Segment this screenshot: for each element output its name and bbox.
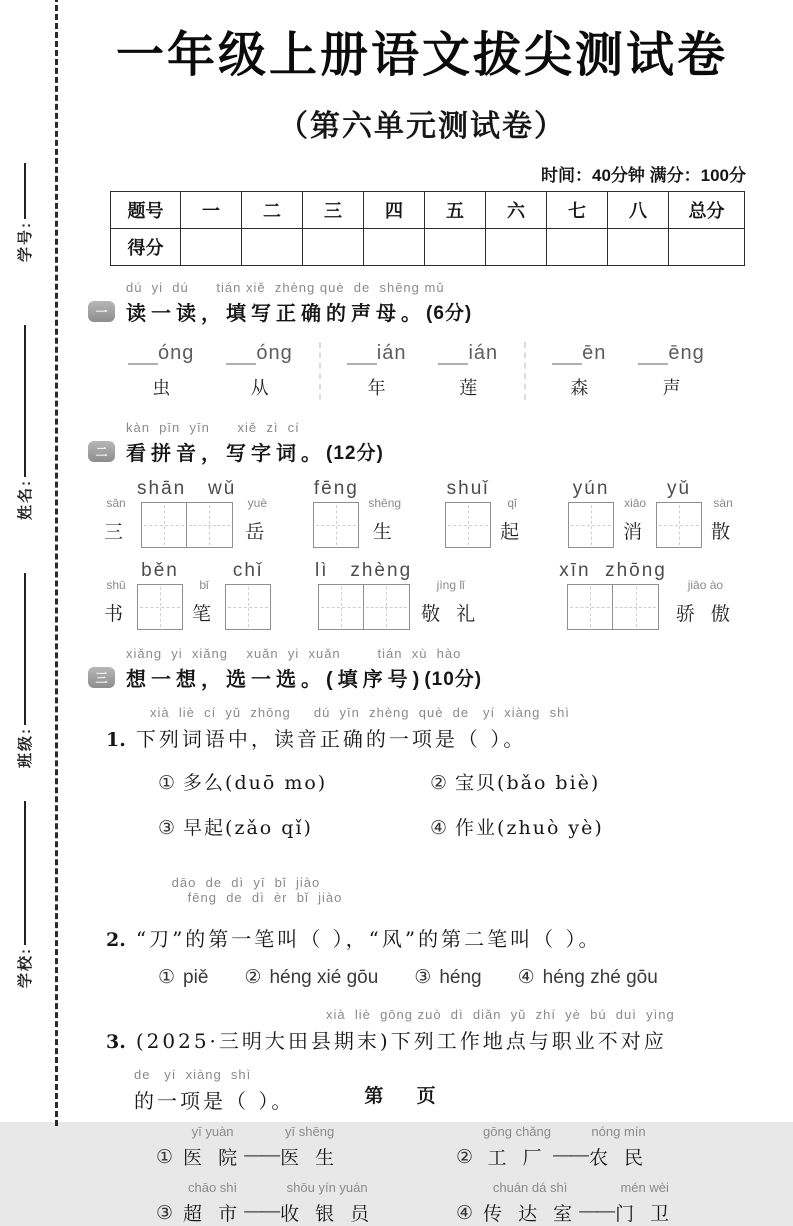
q2-row [104,478,756,548]
choice-option [430,813,756,840]
margin-field-blank-line [24,573,26,725]
side-label-hanzi: 消 [623,521,648,543]
q1-answer-slot [128,342,194,365]
tianzige-boxes [137,584,183,630]
connector-dash: —— [244,1145,279,1166]
term-pinyin: mén wèi [620,1180,669,1195]
score-table-header-cell: 六 [486,192,547,229]
section-two-icon: 二 [88,441,115,462]
pinyin-final: ián [468,342,499,364]
tianzige-box [225,584,271,630]
pinyin-final: ián [376,342,407,364]
score-entry-cell [547,229,608,266]
score-table [110,191,745,266]
choice-option [414,966,481,989]
score-entry-cell [364,229,425,266]
q2-side-label [711,496,735,544]
term-hanzi: 医 院 [183,1147,243,1169]
paper-content [88,0,756,1225]
side-label-hanzi: 敬 礼 [421,603,481,625]
tianzige-box [318,584,364,630]
circled-number: ② [244,966,262,988]
sub2-question [106,923,756,952]
grid-pinyin: xīn zhōng [559,560,667,581]
section-one-icon: 一 [88,301,115,322]
q1-item [552,342,606,400]
option-text: héng zhé gōu [542,967,658,988]
score-entry-cell [425,229,486,266]
q2-side-label [623,496,647,544]
side-label-pinyin: shū [106,578,126,592]
choice-option [456,1124,756,1170]
sub3-text-part1: 下列工作地点与职业不对应 [390,1029,667,1053]
character-hint: 从 [250,378,269,399]
q1-item [638,342,704,400]
grid-pinyin: yǔ [667,478,692,499]
q1-answer-slot [226,342,292,365]
tianzige-boxes [445,502,491,548]
q1-score: (6分) [426,303,473,324]
side-label-hanzi: 生 [372,521,397,543]
circled-number: ② [430,772,448,794]
q2-header [88,437,756,466]
connector-dash: —— [244,1201,279,1222]
q1-answer-slot [638,342,704,365]
circled-number: ③ [156,1202,174,1224]
q2-row [104,560,756,630]
q2-write-grid [315,560,412,630]
circled-number: ③ [414,966,432,988]
sub2-pinyin-seg2: fēng de dì èr bǐ jiào [187,890,343,905]
score-table-header-cell: 总分 [669,192,745,229]
sub1-number: 1. [106,729,126,751]
paper-title: 一年级上册语文拔尖测试卷 [115,29,728,82]
side-label-pinyin: sàn [713,496,733,510]
grid-pinyin: fēng [313,478,359,499]
choice-option [430,768,756,795]
character-hint: 莲 [459,378,478,399]
choice-option [518,966,658,989]
margin-field-label: 姓名: [17,479,34,520]
score-row-label: 得分 [111,229,181,266]
option-text: piě [183,967,209,988]
q1-item [347,342,407,400]
side-label-hanzi: 书 [104,603,129,625]
term-hanzi: 农 民 [589,1147,649,1169]
q2-side-label [368,496,401,544]
term-pinyin: gōng chǎng [483,1124,551,1139]
q1-item [438,342,498,400]
option-text: 早起(zǎo qǐ) [183,817,313,839]
option-text: 宝贝(bǎo biè) [455,772,601,794]
q2-write-grid [137,560,183,630]
grid-pinyin: lì zhèng [315,560,413,581]
q1-answer-slot [438,342,498,365]
job-term [615,1180,674,1226]
q3-header [88,663,756,692]
sub2-pinyin [88,860,756,920]
job-term [589,1124,648,1170]
score-table-header-cell: 四 [364,192,425,229]
choice-option [456,1180,756,1226]
side-label-hanzi: 散 [711,521,736,543]
cut-dashed-line [55,0,58,1126]
side-label-pinyin: qǐ [507,496,517,510]
tianzige-boxes [568,502,614,548]
q2-score: (12分) [326,443,384,464]
tianzige-box [137,584,183,630]
side-label-hanzi: 岳 [245,521,270,543]
margin-field-blank-line [24,163,26,219]
circled-number: ④ [517,966,535,988]
term-pinyin: yī yuàn [191,1124,234,1139]
q2-write-grid [445,478,491,548]
term-hanzi: 工 厂 [487,1147,547,1169]
character-hint: 森 [570,378,589,399]
paper-subtitle: （第六单元测试卷） [278,110,566,143]
q2-title: 看拼音，写字词。 [126,443,326,465]
term-hanzi: 超 市 [183,1203,243,1225]
grid-pinyin: shuǐ [446,478,490,499]
margin-field-blank-line [24,801,26,945]
job-term [280,1124,339,1170]
side-label-pinyin: xiāo [624,496,647,510]
sub1-text: 下列词语中，读音正确的一项是（ ）。 [135,727,527,751]
initial-blank-line [438,343,468,365]
tianzige-box [613,584,659,630]
q1-answer-slot [347,342,407,365]
margin-field-label: 班级: [17,727,34,768]
option-text: 多么(duō mo) [183,772,328,794]
option-text: héng xié gōu [269,967,379,988]
choice-option [156,1180,456,1226]
initial-blank-line [347,343,377,365]
side-label-pinyin: jiāo ào [687,578,724,592]
score-entry-cell [608,229,669,266]
choice-option [158,813,430,840]
choice-option [244,966,378,989]
option-text: 作业(zhuò yè) [455,817,604,839]
choice-option [156,1124,456,1170]
sub2-number: 2. [106,929,126,951]
grid-pinyin: yún [572,478,610,499]
sub3-pinyin-line2: de yí xiàng shì [134,1067,252,1082]
score-entry-cell [303,229,364,266]
margin-field-blank-line [24,325,26,477]
term-hanzi: 门 卫 [615,1203,675,1225]
q1-title: 读一读，填写正确的声母。 [126,303,426,325]
q1-group [102,342,321,400]
side-label-pinyin: sān [106,496,126,510]
tianzige-box [568,502,614,548]
sub1-pinyin: xià liè cí yǔ zhōng dú yīn zhèng què de yí xiàng shì [150,705,570,720]
tianzige-boxes [225,584,271,630]
tianzige-box [187,502,233,548]
side-label-hanzi: 起 [500,521,525,543]
circled-number: ② [456,1146,474,1168]
q3-pinyin: xiǎng yi xiǎng xuǎn yi xuǎn tián xù hào [126,646,462,661]
q2-write-grid [313,478,359,548]
q2-side-label [676,578,735,626]
place-term [183,1180,242,1226]
pinyin-final: ēng [668,342,705,364]
grid-pinyin: shān wǔ [137,478,237,499]
pinyin-final: ēn [582,342,607,364]
tianzige-boxes [318,584,410,630]
q1-group [526,342,731,400]
q1-item [226,342,292,400]
connector-dash: —— [579,1201,614,1222]
q2-side-label [245,496,269,544]
term-pinyin: shōu yín yuán [286,1180,368,1195]
sub3-number: 3. [106,1031,126,1053]
page-number-label: 第 页 [364,1086,450,1107]
place-term [483,1124,551,1170]
term-pinyin: chuán dá shì [492,1180,568,1195]
pinyin-final: óng [158,342,195,364]
q3-title: 想一想，选一选。(填序号) [126,669,425,691]
side-label-hanzi: 笔 [192,603,217,625]
sub1-question [106,723,756,752]
margin-field-2 [14,308,35,520]
q2-pinyin: kàn pīn yīn xiě zì cí [126,420,300,435]
sub2-pinyin-seg1: dāo de dì yī bǐ jiào [171,875,321,890]
margin-field-3 [14,565,35,768]
tianzige-box [364,584,410,630]
term-pinyin: nóng mín [591,1124,646,1139]
side-label-pinyin: jìng lǐ [436,578,465,592]
pinyin-final: óng [256,342,293,364]
circled-number: ① [156,1146,174,1168]
q1-pinyin: dú yi dú tián xiě zhèng què de shēng mǔ [126,280,445,295]
score-table-header-cell: 三 [303,192,364,229]
score-table-header-cell: 七 [547,192,608,229]
sub3-pinyin-line1: xià liè gōng zuò dì diǎn yǔ zhí yè bú duì yìng [326,1007,675,1022]
q2-items [88,478,756,630]
character-hint: 虫 [152,378,171,399]
place-term [483,1180,577,1226]
score-entry-cell [486,229,547,266]
score-table-score-row [111,229,745,266]
score-table-header-cell: 五 [425,192,486,229]
q1-header [88,297,756,326]
score-table-header-cell: 二 [242,192,303,229]
q2-side-label [104,496,128,544]
term-hanzi: 传 达 室 [483,1203,578,1225]
side-label-pinyin: yuè [247,496,268,510]
choice-option [158,768,430,795]
choice-option [158,966,208,989]
initial-blank-line [638,343,668,365]
margin-field-label: 学号: [17,221,34,262]
term-hanzi: 医 生 [280,1147,340,1169]
tianzige-box [141,502,187,548]
sub3-options [156,1124,756,1226]
sub3-question-line1 [106,1025,756,1054]
tianzige-boxes [567,584,659,630]
term-pinyin: chāo shì [187,1180,238,1195]
q1-answer-slot [552,342,606,365]
margin-field-4 [14,790,35,988]
character-hint: 年 [367,378,386,399]
sub1-options [158,768,756,840]
q1-items [102,342,756,400]
tianzige-boxes [656,502,702,548]
grid-pinyin: chǐ [232,560,264,581]
connector-dash: —— [553,1145,587,1166]
circled-number: ① [158,772,176,794]
term-pinyin: yī shēng [285,1124,335,1139]
circled-number: ③ [158,817,176,839]
q2-side-label [500,496,524,544]
q2-write-grid [137,478,236,548]
tianzige-box [313,502,359,548]
q2-side-label [421,578,480,626]
tianzige-boxes [141,502,233,548]
side-label-hanzi: 骄 傲 [675,603,735,625]
q3-score: (10分) [424,669,483,690]
q1-item [128,342,194,400]
score-table-header-row [111,192,745,229]
job-term [280,1180,374,1226]
place-term [183,1124,242,1170]
initial-blank-line [226,343,256,365]
option-text: héng [439,967,482,988]
tianzige-box [656,502,702,548]
score-table-header-cell: 题号 [111,192,181,229]
tianzige-boxes [313,502,359,548]
q2-write-grid [656,478,702,548]
score-entry-cell [181,229,242,266]
side-label-pinyin: bǐ [199,578,209,592]
character-hint: 声 [662,378,681,399]
score-table-header-cell: 一 [181,192,242,229]
q2-side-label [192,578,216,626]
circled-number: ④ [430,817,448,839]
circled-number: ④ [456,1202,474,1224]
q2-write-grid [568,478,614,548]
q2-side-label [104,578,128,626]
sub2-options [158,966,756,989]
term-hanzi: 收 银 员 [280,1203,375,1225]
side-label-hanzi: 三 [104,521,129,543]
circled-number: ① [158,966,176,988]
score-table-header-cell: 八 [608,192,669,229]
q2-write-grid [225,560,271,630]
margin-field-1 [14,150,35,262]
section-three-icon: 三 [88,667,115,688]
time-limit-info: 时间：40分钟 满分：100分 [541,166,746,185]
tianzige-box [445,502,491,548]
side-label-pinyin: shēng [368,496,402,510]
tianzige-box [567,584,613,630]
score-entry-cell [242,229,303,266]
q1-group [321,342,526,400]
grid-pinyin: běn [141,560,179,581]
initial-blank-line [128,343,158,365]
sub2-text: “刀”的第一笔叫（ ），“风”的第二笔叫（ ）。 [135,927,602,951]
score-entry-cell [669,229,745,266]
initial-blank-line [552,343,582,365]
margin-field-label: 学校: [17,947,34,988]
q2-write-grid [559,560,667,630]
sub3-source: (2025·三明大田县期末) [135,1029,391,1053]
sub3-text-part2: 的一项是（ ）。 [134,1089,295,1113]
